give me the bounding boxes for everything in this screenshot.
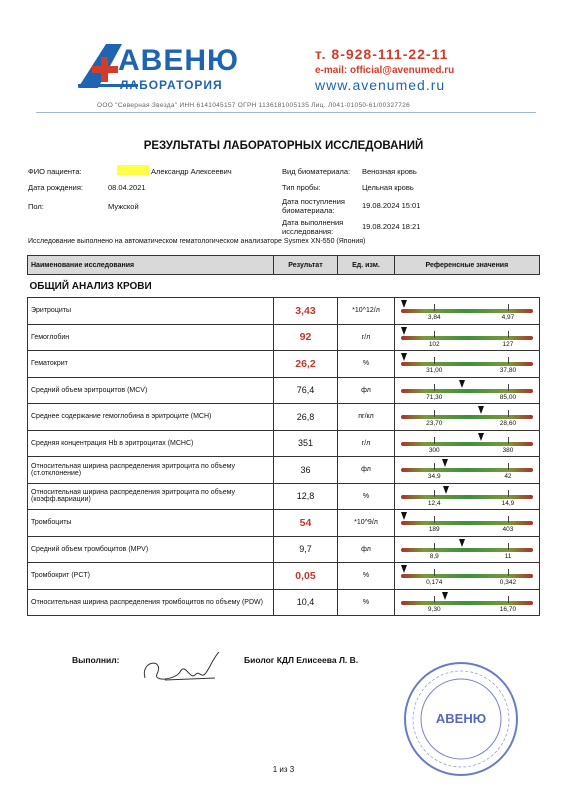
received-value: 19.08.2024 15:01 — [362, 201, 421, 210]
result-marker — [442, 592, 448, 600]
ref-low-label: 31,00 — [426, 367, 443, 374]
ref-low-tick — [434, 490, 435, 497]
dob-value: 08.04.2021 — [108, 183, 146, 192]
test-name: Относительная ширина распределения эритроцита по объему (коэфф.вариации) — [28, 483, 274, 510]
test-unit: г/л — [338, 430, 395, 457]
ref-high-label: 85,00 — [499, 393, 517, 401]
test-name: Относительная ширина распределения тромбоцитов по объему (PDW) — [28, 589, 274, 616]
ref-low-label: 8,9 — [429, 552, 439, 560]
ref-low-label: 23,70 — [426, 420, 443, 427]
reference-bar — [401, 442, 533, 446]
ref-low-label: 0,174 — [426, 579, 443, 586]
reference-range — [394, 404, 539, 431]
study-note: Исследование выполнено на автоматическом гематологическом анализаторе Sysmex XN-550 (Япония) — [28, 238, 366, 245]
result-marker — [401, 565, 407, 573]
ref-low-label: 189 — [428, 526, 440, 533]
logo-sub-text: ЛАБОРАТОРИЯ — [120, 78, 223, 92]
test-result — [273, 457, 338, 484]
contacts — [315, 46, 475, 93]
test-name: Средняя концентрация Hb в эритроцитах (MCHC) — [28, 430, 274, 457]
reference-range — [394, 457, 539, 484]
ref-low-tick — [434, 304, 435, 311]
result-marker — [401, 300, 407, 308]
ref-high-tick — [508, 331, 509, 338]
ref-low-label: 3,84 — [427, 314, 441, 321]
sex-value: Мужской — [108, 202, 139, 211]
ref-high-label: 0,342 — [499, 579, 517, 586]
performed-label: Выполнил: — [72, 655, 120, 665]
logo-main-text: АВЕНЮ — [118, 44, 239, 77]
ref-low-tick — [434, 543, 435, 550]
ref-low-label: 71,30 — [426, 393, 443, 401]
test-result — [273, 430, 338, 457]
ref-low-tick — [434, 516, 435, 523]
table-row — [28, 351, 540, 378]
reference-range — [394, 510, 539, 537]
ref-low-label: 34,9 — [427, 473, 441, 480]
test-name: Тромбокрит (PCT) — [28, 563, 274, 590]
header-result: Результат — [273, 256, 338, 275]
test-name: Относительная ширина распределения эритроцита по объему (ст.отклонение) — [28, 457, 274, 484]
result-marker — [401, 512, 407, 520]
reference-bar — [401, 336, 533, 340]
test-unit: % — [338, 483, 395, 510]
header-reference: Референсные значения — [394, 256, 539, 275]
test-result — [273, 589, 338, 616]
result-marker — [442, 459, 448, 467]
ref-low-tick — [434, 331, 435, 338]
reference-range — [394, 298, 539, 325]
reference-range — [394, 430, 539, 457]
reference-bar — [401, 389, 533, 393]
table-row — [28, 430, 540, 457]
sample-type-label: Тип пробы: — [282, 183, 321, 192]
result-marker — [478, 433, 484, 441]
reference-bar — [401, 574, 533, 578]
test-name: Средний объем тромбоцитов (MPV) — [28, 536, 274, 563]
document-title: РЕЗУЛЬТАТЫ ЛАБОРАТОРНЫХ ИССЛЕДОВАНИЙ — [143, 140, 424, 152]
test-unit: *10^9/л — [338, 510, 395, 537]
test-result — [273, 510, 338, 537]
ref-high-tick — [508, 304, 509, 311]
ref-high-tick — [508, 463, 509, 470]
table-body — [28, 298, 540, 616]
ref-low-label: 9,30 — [427, 605, 441, 613]
test-unit: фл — [338, 377, 395, 404]
result-value: 26,8 — [296, 411, 315, 422]
ref-high-tick — [508, 437, 509, 444]
ref-high-label: 380 — [502, 446, 514, 454]
patient-name-label: ФИО пациента: — [28, 167, 82, 176]
reference-bar — [401, 415, 533, 419]
test-unit: фл — [338, 457, 395, 484]
result-value: 36 — [300, 464, 311, 475]
stamp-text: АВЕНЮ — [435, 711, 487, 726]
ref-high-label: 16,70 — [499, 605, 517, 613]
table-row — [28, 404, 540, 431]
completed-value: 19.08.2024 18:21 — [362, 222, 421, 231]
test-result — [273, 536, 338, 563]
test-name: Гематокрит — [28, 351, 274, 378]
section-title: ОБЩИЙ АНАЛИЗ КРОВИ — [29, 280, 152, 292]
result-value: 351 — [297, 438, 313, 449]
test-result — [273, 298, 338, 325]
page-number: 1 из 3 — [272, 765, 295, 774]
test-unit: % — [338, 563, 395, 590]
reference-bar — [401, 309, 533, 313]
reference-range — [394, 351, 539, 378]
result-value: 9,7 — [299, 544, 312, 555]
result-value: 76,4 — [296, 385, 315, 396]
header-name: Наименование исследования — [28, 256, 274, 275]
biomaterial-label: Вид биоматериала: — [282, 167, 351, 176]
ref-high-tick — [508, 410, 509, 417]
sex-label: Пол: — [28, 202, 44, 211]
test-result — [273, 324, 338, 351]
test-unit: фл — [338, 536, 395, 563]
result-value: 26,2 — [295, 357, 316, 370]
section-title-row — [28, 275, 540, 298]
website: www.avenumed.ru — [315, 77, 446, 93]
reference-range — [394, 563, 539, 590]
ref-high-label: 403 — [502, 526, 514, 533]
result-marker — [478, 406, 484, 414]
ref-high-tick — [508, 569, 509, 576]
patient-name-value: Александр Алексеевич — [151, 167, 232, 176]
reference-range — [394, 324, 539, 351]
test-unit: пг/кл — [338, 404, 395, 431]
ref-high-label: 11 — [504, 552, 512, 560]
test-name: Средний объем эритроцитов (MCV) — [28, 377, 274, 404]
completed-label: Дата выполнения исследования: — [282, 218, 344, 236]
test-result — [273, 483, 338, 510]
reference-range — [394, 377, 539, 404]
company-info: ООО "Северная Звезда" ИНН 6141045157 ОГРН 1136181005135 Лиц. Л041-01050-61/00327726 — [97, 102, 411, 109]
result-value: 92 — [299, 331, 312, 344]
email-address: e-mail: official@avenumed.ru — [315, 65, 455, 76]
table-row — [28, 324, 540, 351]
reference-bar — [401, 362, 533, 366]
result-marker — [443, 486, 449, 494]
ref-high-label: 14,9 — [501, 499, 515, 507]
table-row — [28, 298, 540, 325]
table-row — [28, 483, 540, 510]
test-name: Гемоглобин — [28, 324, 274, 351]
reference-bar — [401, 548, 533, 552]
table-row — [28, 536, 540, 563]
ref-low-tick — [434, 410, 435, 417]
result-marker — [401, 353, 407, 361]
ref-high-tick — [508, 543, 509, 550]
result-value: 0,05 — [295, 569, 316, 582]
signature — [135, 640, 225, 690]
result-value: 54 — [299, 516, 312, 529]
header-unit: Ед. изм. — [338, 256, 395, 275]
ref-low-tick — [434, 569, 435, 576]
result-marker — [401, 327, 407, 335]
ref-low-tick — [434, 357, 435, 364]
test-unit: *10^12/л — [338, 298, 395, 325]
dob-label: Дата рождения: — [28, 183, 83, 192]
result-marker — [459, 380, 465, 388]
ref-high-tick — [508, 596, 509, 603]
sample-type-value: Цельная кровь — [362, 183, 414, 192]
received-label: Дата поступления биоматериала: — [282, 197, 345, 215]
table-header — [28, 256, 540, 275]
ref-low-label: 300 — [428, 446, 440, 454]
ref-high-label: 42 — [504, 473, 512, 480]
ref-high-tick — [508, 357, 509, 364]
result-value: 10,4 — [296, 597, 315, 608]
table-row — [28, 563, 540, 590]
test-unit: % — [338, 589, 395, 616]
ref-high-tick — [508, 516, 509, 523]
table-row — [28, 589, 540, 616]
result-marker — [459, 539, 465, 547]
ref-low-label: 102 — [428, 340, 440, 348]
test-result — [273, 563, 338, 590]
table-row — [28, 510, 540, 537]
ref-high-label: 127 — [502, 340, 514, 348]
test-name: Эритроциты — [28, 298, 274, 325]
ref-low-label: 12,4 — [427, 499, 441, 507]
phone-number: т. 8-928-111-22-11 — [315, 46, 449, 62]
biomaterial-value: Венозная кровь — [362, 167, 417, 176]
ref-low-tick — [434, 437, 435, 444]
test-unit: % — [338, 351, 395, 378]
reference-bar — [401, 521, 533, 525]
reference-bar — [401, 601, 533, 605]
test-result — [273, 404, 338, 431]
ref-high-label: 37,80 — [499, 367, 517, 374]
test-result — [273, 377, 338, 404]
header-divider — [36, 112, 536, 113]
result-value: 12,8 — [296, 491, 315, 502]
ref-high-tick — [508, 384, 509, 391]
ref-low-tick — [434, 384, 435, 391]
signer-name: Биолог КДЛ Елисеева Л. В. — [244, 655, 359, 665]
reference-bar — [401, 495, 533, 499]
ref-high-tick — [508, 490, 509, 497]
ref-low-tick — [434, 596, 435, 603]
table-row — [28, 377, 540, 404]
reference-range — [394, 589, 539, 616]
test-name: Среднее содержание гемоглобина в эритроците (MCH) — [28, 404, 274, 431]
ref-high-label: 28,60 — [499, 420, 517, 427]
results-table — [27, 255, 540, 616]
name-highlight — [117, 165, 149, 175]
ref-high-label: 4,97 — [501, 314, 515, 321]
result-value: 3,43 — [295, 304, 316, 317]
test-name: Тромбоциты — [28, 510, 274, 537]
stamp — [402, 660, 520, 778]
reference-bar — [401, 468, 533, 472]
test-unit: г/л — [338, 324, 395, 351]
table-row — [28, 457, 540, 484]
reference-range — [394, 536, 539, 563]
test-result — [273, 351, 338, 378]
ref-low-tick — [434, 463, 435, 470]
reference-range — [394, 483, 539, 510]
